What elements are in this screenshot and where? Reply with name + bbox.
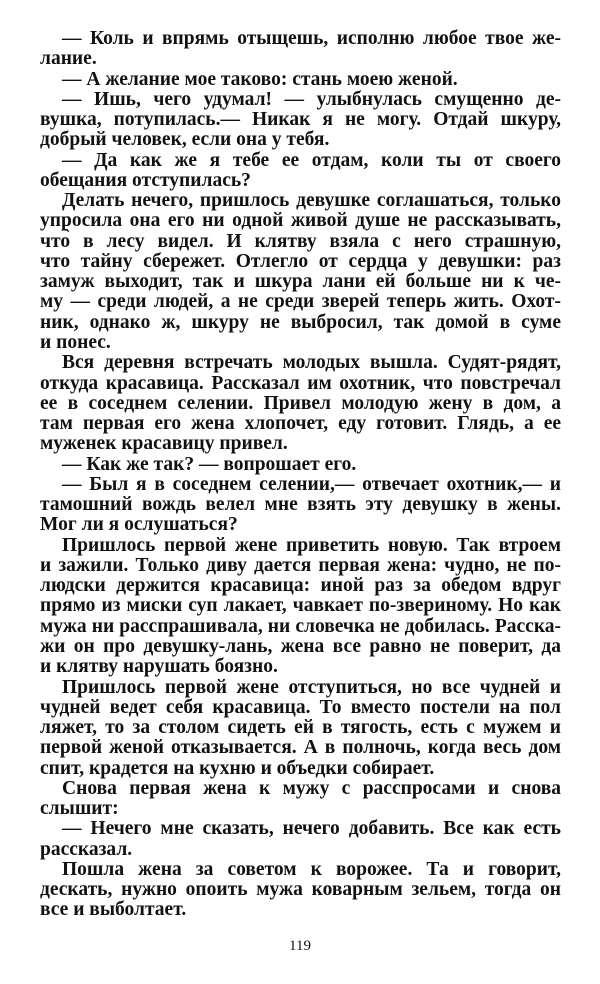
text-line: и клятву нарушать боязно. [40, 656, 278, 678]
text-line: му — среди людей, а не среди зверей теперь жить. Охот- [40, 291, 561, 313]
text-line: и понес. [40, 331, 111, 353]
text-line: обещания отступилась? [40, 169, 251, 191]
text-line: первой женой отказывается. А в полночь, когда весь дом [40, 737, 561, 759]
text-line: жи он про девушку-лань, жена все равно не поверит, да [40, 635, 561, 657]
text-line: Пошла жена за советом к ворожее. Та и говорит, [62, 858, 561, 880]
text-line: откуда красавица. Рассказал им охотник, что повстречал [40, 372, 561, 394]
text-line: Пришлось первой жене отступиться, но все чудней и [62, 676, 561, 698]
text-line: замуж выходит, так и шкура лани ей больше ни к че- [40, 271, 561, 293]
text-line: — Коль и впрямь отыщешь, исполню любое твое же- [62, 28, 561, 49]
text-line: мужа ни расспрашивала, ни словечка не добилась. Расска- [40, 615, 561, 637]
text-line: муженек красавицу привел. [40, 433, 288, 455]
text-line: — Как же так? — вопрошает его. [62, 453, 357, 475]
text-line: упросила она его ни одной живой душе не рассказывать, [40, 210, 561, 232]
text-line: и зажили. Только диву дается первая жена: чудно, не по- [40, 554, 561, 576]
text-line: вушка, потупилась.— Никак я не могу. Отдай шкуру, [40, 109, 561, 131]
text-line: Снова первая жена к мужу с расспросами и снова [62, 777, 561, 799]
text-line: рассказал. [40, 838, 133, 860]
text-line: — А желание мое таково: стань моею женой. [62, 68, 458, 90]
text-line: что тайну сбережет. Отлегло от сердца у девушки: раз [40, 250, 561, 272]
text-line: Вся деревня встречать молодых вышла. Судят-рядят, [62, 352, 561, 374]
text-line: спит, крадется на кухню и объедки собирает. [40, 757, 435, 779]
text-line: — Да как же я тебе ее отдам, коли ты от своего [62, 149, 561, 171]
text-line: слышит: [40, 798, 119, 820]
text-line: людски держится красавица: иной раз за обедом вдруг [40, 575, 561, 597]
text-line: — Нечего мне сказать, нечего добавить. Все как есть [62, 818, 561, 840]
text-line: лание. [40, 48, 97, 70]
page-number: 119 [289, 938, 311, 954]
text-line: Мог ли я ослушаться? [40, 514, 238, 536]
text-line: ник, однако ж, шкуру не выбросил, так домой в суме [40, 311, 561, 333]
text-line: — Ишь, чего удумал! — улыбнулась смущенно де- [62, 88, 561, 110]
page-body-text [40, 29, 561, 921]
text-line: что̀ в лесу видел. И клятву взяла с него страшную, [40, 230, 561, 252]
text-line: ее в соседнем селении. Привел молодую жену в дом, а [40, 392, 561, 414]
text-line: Пришлось первой жене приветить новую. Так втроем [62, 534, 561, 556]
text-line: Делать нечего, пришлось девушке соглашаться, только [62, 190, 561, 212]
text-line: все и выболтает. [40, 899, 187, 921]
text-line: — Был я в соседнем селении,— отвечает охотник,— и [62, 473, 561, 495]
text-line: чудней ведет себя красавица. То вместо постели на пол [40, 696, 561, 718]
text-line: прямо из миски суп лакает, чавкает по-звериному. Но как [40, 595, 561, 617]
text-line: добрый человек, если она у тебя. [40, 129, 330, 151]
text-line: там первая его жена хлопочет, еду готовит. Глядь, а ее [40, 413, 561, 435]
text-line: ляжет, то за столом сидеть ей в тягость, есть с мужем и [40, 717, 561, 739]
text-line: дескать, нужно опоить мужа коварным зельем, тогда он [40, 879, 561, 901]
text-line: тамошний вождь велел мне взять эту девушку в жены. [40, 494, 561, 516]
